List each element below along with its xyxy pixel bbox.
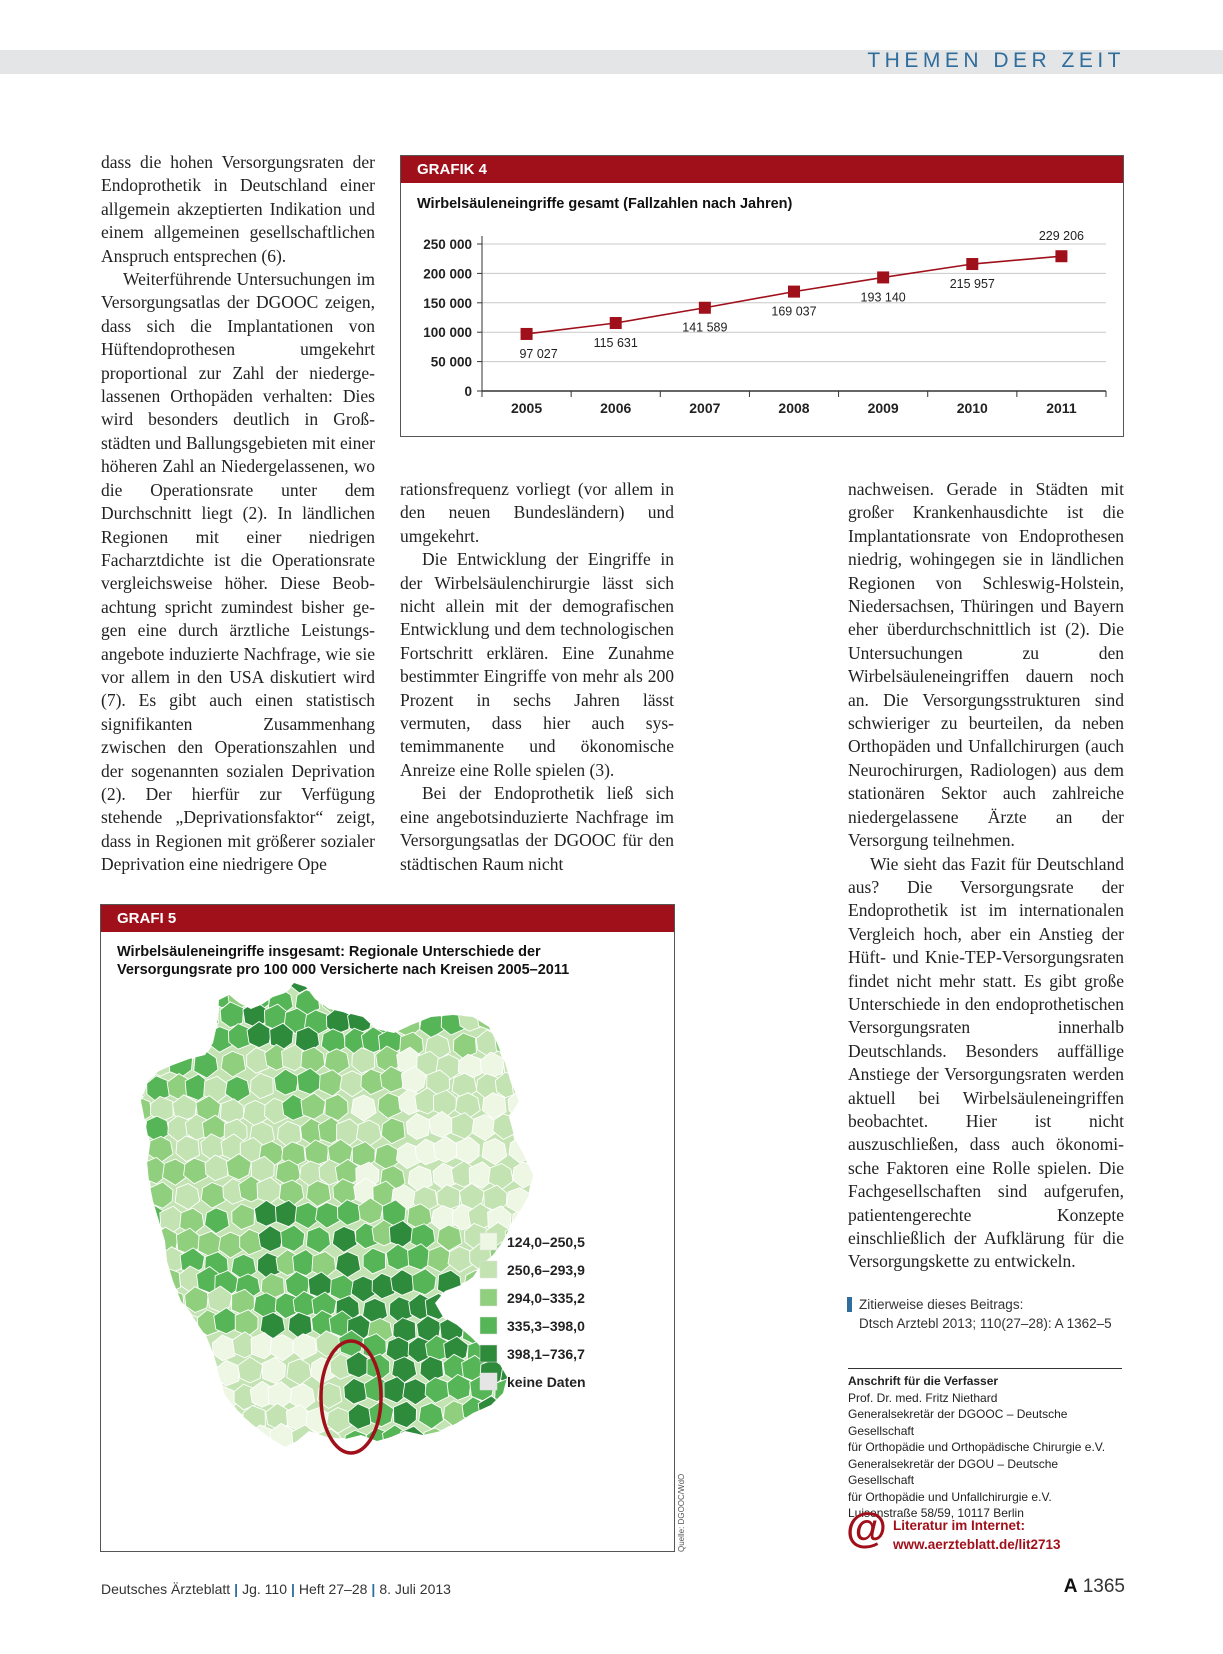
y-tick-label: 200 000 — [423, 266, 472, 282]
x-tick-label: 2009 — [867, 400, 899, 416]
district — [188, 1418, 213, 1444]
district — [304, 1444, 328, 1470]
district — [193, 963, 217, 989]
y-tick-label: 250 000 — [423, 237, 472, 252]
district — [402, 987, 427, 1013]
district — [194, 1364, 219, 1390]
legend-swatch — [480, 1261, 497, 1278]
district — [136, 1401, 160, 1427]
germany-choropleth-map — [101, 905, 674, 1551]
district — [131, 1313, 155, 1339]
district — [114, 1422, 139, 1448]
data-label: 229 206 — [1038, 229, 1085, 244]
y-tick-label: 0 — [464, 384, 472, 399]
district — [419, 1449, 442, 1475]
district — [125, 1134, 148, 1160]
district — [513, 1030, 536, 1056]
x-tick-label: 2007 — [689, 400, 721, 416]
district — [192, 1440, 217, 1466]
district — [169, 1004, 194, 1030]
district — [527, 1006, 552, 1032]
legend-swatch — [480, 1289, 497, 1306]
district-cells — [114, 956, 555, 1478]
district — [499, 1399, 522, 1425]
paragraph: rationsfrequenz vorliegt (vor allem in den neuen Bundesländern) und umgekehrt. — [400, 479, 674, 546]
district — [524, 1401, 549, 1427]
district — [121, 1249, 146, 1275]
district — [209, 1422, 232, 1448]
text-column-1 — [101, 151, 375, 877]
paragraph: nachweisen. Gerade in Städten mit großer Krankenhausdichte ist die Implantationsrate von Endoprothesen niedrig, wohingegen sie in ländlichen Regionen von Schleswig-Holstein, Niedersachsen, Thüringen und Bayern eher überdurchschnittlich ist (2). Die Untersuchungen zu den Wirbelsäuleneingriffen dauern noch an. Die Versorgungsstrukturen sind schwieriger zu beurteilen, da neben Orthopäden und Unfallchirurgen (auch Neurochirurgen, Radiologen) aus dem stationären Sektor auch zahlreiche niedergelassene Ärzte an der Versorgung teilnehmen. — [848, 479, 1124, 851]
district — [348, 1007, 373, 1033]
district — [512, 1210, 537, 1236]
y-tick-label: 100 000 — [423, 325, 472, 341]
data-point — [699, 302, 711, 314]
legend-swatch — [480, 1317, 497, 1334]
data-point — [788, 286, 800, 298]
district — [191, 984, 215, 1010]
district — [132, 1446, 156, 1472]
footer — [101, 1581, 451, 1597]
citation-marker — [847, 1297, 852, 1312]
text-column-2 — [400, 478, 674, 876]
district — [369, 963, 393, 989]
district — [166, 1419, 190, 1445]
paragraph: Wie sieht das Fazit für Deutschland aus? Die Versorgungsrate der Endoprothetik ist im internationalen Vergleich hoch, aber ein Anstieg der Hüft- und Knie-TEP-Versorgungsraten findet nicht mehr statt. Es gibt große Unterschiede in den endoprothetischen Versorgungsraten innerhalb Deutschlands. Besonders auffällige Anstiege der Versorgungsraten werden aktuell bei Wirbelsäuleneingriffen beobachtet. Hier ist nicht auszuschließen, dass auch ökonomische Faktoren eine Rolle spielen. Die Fachgesellschaften sind aufgerufen, patientengerechte Konzepte einschließlich der Aufklärung für die Versorgungskette zu entwickeln. — [848, 853, 1124, 1272]
map-title: Wirbelsäuleneingriffe insgesamt: Regionale Unterschiede der Versorgungsrate pro 100 000 Versicherte nach Kreisen 2005–2011 — [117, 944, 570, 978]
district — [397, 962, 422, 988]
district — [149, 1002, 172, 1028]
address-line: für Orthopädie und Orthopädische Chirurgie e.V. — [848, 1440, 1106, 1454]
data-label: 115 631 — [593, 336, 638, 351]
district — [130, 1229, 153, 1255]
paragraph: Weiterführende Untersuchungen im Versorgungsatlas der DGOOC zeigen, dass sich die Implantationen von Hüftendoprothesen umgekehrt proportional zur Zahl der niedergelassenen Orthopäden verhalten: Dies wird besonders deutlich in Großstädten und Ballungsgebieten mit einer höheren Zahl an Niedergelassenen, wo die Operationsrate unter dem Durchschnitt liegt (2). In ländlichen Regionen mit einer niedrigen Facharztdichte ist die Operationsrate vergleichsweise höher. Diese Beobachtung spricht zumindest bisher gegen eine durch ärztliche Leistungsangebote induzierte Nachfrage, wie sie vor allem in den USA diskutiert wird (7). Es gibt auch einen statistisch signifikanten Zusammenhang zwischen den Operationszahlen und der sogenannten sozialen Deprivation (2). Der hierfür zur Verfügung stehende „Deprivationsfaktor“ zeigt, dass in Regionen mit größerer sozialer Deprivation eine niedrigere Ope — [101, 269, 375, 875]
district — [516, 1422, 540, 1448]
page-value: 1365 — [1082, 1576, 1125, 1597]
district — [527, 961, 550, 987]
x-tick-label: 2011 — [1046, 400, 1077, 416]
district — [138, 1379, 162, 1405]
district — [242, 1445, 267, 1471]
data-point — [610, 317, 622, 329]
district — [120, 1113, 143, 1139]
citation-label: Zitierweise dieses Beitrags: — [859, 1297, 1024, 1312]
address-line: Generalsekretär der DGOOC – Deutsche Gesellschaft — [848, 1407, 1068, 1438]
district — [240, 966, 263, 992]
address-line: für Orthopädie und Unfallchirurgie e.V. — [848, 1489, 1052, 1504]
data-label: 97 027 — [519, 346, 558, 361]
district — [308, 964, 332, 990]
district — [191, 1403, 214, 1429]
district — [265, 968, 290, 994]
district — [143, 1248, 166, 1274]
district — [142, 1025, 167, 1051]
district — [529, 1091, 554, 1117]
x-tick-label: 2005 — [510, 400, 543, 416]
x-tick-label: 2006 — [600, 400, 632, 416]
district — [215, 963, 240, 989]
journal-date: 8. Juli 2013 — [379, 1581, 451, 1597]
literature-url[interactable]: www.aerzteblatt.de/lit2713 — [893, 1537, 1061, 1552]
map-source: Quelle: DGOOC/WdO — [677, 1473, 686, 1552]
address-line: Luisenstraße 58/59, 10117 Berlin — [848, 1506, 1024, 1520]
district — [161, 1380, 185, 1406]
district — [136, 1338, 160, 1364]
text-column-3 — [848, 478, 1124, 1274]
district — [114, 978, 138, 1004]
district — [132, 1053, 155, 1079]
x-tick-label: 2008 — [778, 400, 810, 416]
district — [126, 1182, 151, 1208]
district — [172, 1442, 196, 1468]
legend-swatch — [480, 1373, 497, 1390]
district — [426, 984, 449, 1010]
page-number — [1064, 1576, 1125, 1598]
district — [229, 1425, 254, 1451]
district — [324, 961, 349, 987]
data-point — [521, 328, 533, 340]
legend-label: 250,6–293,9 — [507, 1262, 585, 1278]
data-point — [877, 271, 889, 283]
district — [173, 1363, 197, 1389]
district — [129, 1269, 154, 1295]
data-label: 193 140 — [860, 290, 906, 305]
author-address — [848, 1368, 1122, 1522]
district — [131, 1001, 156, 1027]
footer-separator: | — [290, 1581, 295, 1597]
citation — [847, 1295, 1112, 1333]
district — [374, 1449, 397, 1475]
district — [397, 1447, 422, 1473]
district — [343, 985, 368, 1011]
data-point — [966, 258, 978, 270]
district — [500, 1445, 525, 1471]
legend-label: 294,0–335,2 — [507, 1290, 585, 1306]
district — [138, 981, 161, 1007]
district — [362, 986, 386, 1012]
district — [161, 1290, 185, 1316]
district — [516, 983, 541, 1009]
legend-swatch — [480, 1345, 497, 1362]
district — [477, 959, 501, 985]
chart-title: Wirbelsäuleneingriffe gesamt (Fallzahlen nach Jahren) — [417, 196, 793, 212]
district — [153, 1445, 177, 1471]
district — [450, 980, 475, 1006]
address-line: Prof. Dr. med. Fritz Niethard — [848, 1390, 998, 1405]
district — [473, 979, 497, 1005]
district — [458, 956, 482, 982]
district — [159, 1340, 183, 1366]
district — [439, 1452, 464, 1478]
citation-ref: Dtsch Arztebl 2013; 110(27–28): A 1362–5 — [859, 1316, 1112, 1331]
district — [528, 1054, 551, 1080]
district — [495, 1029, 520, 1055]
district — [153, 965, 178, 991]
literature-label: Literatur im Internet: — [893, 1518, 1026, 1533]
grafik-4-label: GRAFIK 4 — [401, 156, 1123, 183]
district — [155, 1315, 180, 1341]
data-label: 169 037 — [771, 304, 817, 319]
district — [500, 961, 525, 987]
district — [155, 1399, 179, 1425]
paragraph: Bei der Endoprothetik ließ sich eine angebotsinduzierte Nachfrage im Versorgungsatlas der DGOOC für den städtischen Raum nicht — [400, 783, 674, 874]
district — [345, 962, 368, 988]
journal-name: Deutsches Ärzteblatt — [101, 1581, 231, 1597]
district — [422, 1428, 447, 1454]
district — [496, 981, 519, 1007]
district — [140, 1422, 164, 1448]
grafik-4 — [400, 155, 1124, 437]
district — [134, 1359, 159, 1385]
district — [513, 1111, 537, 1137]
district — [500, 1005, 523, 1031]
grafik-5-label: GRAFI 5 — [101, 905, 674, 932]
district — [195, 1004, 219, 1030]
grafik-5 — [100, 904, 675, 1552]
district — [496, 1420, 521, 1446]
district — [120, 1078, 145, 1104]
district — [529, 1187, 553, 1213]
district — [165, 984, 190, 1010]
legend-label: 124,0–250,5 — [507, 1234, 585, 1250]
district — [154, 1360, 178, 1386]
district — [132, 962, 156, 988]
data-label: 141 589 — [682, 320, 728, 335]
legend-label: 335,3–398,0 — [507, 1318, 585, 1334]
journal-volume: Jg. 110 — [242, 1581, 287, 1597]
x-tick-label: 2010 — [956, 400, 988, 416]
district — [287, 1442, 311, 1468]
paragraph: dass die hohen Versorgungsraten der Endoprothetik in Deutschland einer allgemein akzeptierten Indikation und einem allgemeinen gesellschaftlichen Anspruch entsprechen (6). — [101, 152, 375, 266]
journal-issue: Heft 27–28 — [298, 1581, 368, 1597]
district — [449, 1426, 473, 1452]
district — [458, 1006, 482, 1032]
district — [118, 1289, 141, 1315]
district — [186, 1384, 210, 1410]
y-tick-label: 50 000 — [430, 354, 472, 370]
district — [441, 956, 466, 982]
data-point — [1055, 250, 1067, 262]
district — [460, 1451, 484, 1477]
district — [171, 1399, 196, 1425]
district — [525, 1446, 548, 1472]
district — [122, 1157, 147, 1183]
legend-label: keine Daten — [507, 1374, 586, 1390]
address-line: Generalsekretär der DGOU – Deutsche Gesellschaft — [848, 1456, 1059, 1487]
y-tick-label: 150 000 — [423, 295, 472, 311]
section-title: THEMEN DER ZEIT — [867, 49, 1125, 72]
district — [423, 959, 446, 985]
district — [475, 1421, 499, 1447]
footer-separator: | — [371, 1581, 376, 1597]
legend-swatch — [480, 1233, 497, 1250]
district — [118, 1381, 141, 1407]
district — [119, 1028, 143, 1054]
page-prefix: A — [1063, 1576, 1078, 1597]
district — [148, 1050, 173, 1076]
district — [126, 1208, 149, 1234]
district — [186, 1339, 210, 1365]
district — [480, 1447, 504, 1473]
district — [380, 988, 404, 1014]
legend-label: 398,1–736,7 — [507, 1346, 585, 1362]
district — [532, 1134, 555, 1160]
district — [118, 1337, 143, 1363]
paragraph: Die Entwicklung der Eingriffe in der Wirbelsäulenchirurgie lässt sich nicht allein mit der demografischen Entwicklung und dem technologischen Fortschritt erklären. Eine Zunahme bestimmter Eingriffe von mehr als 200 Prozent in sechs Jahren lässt vermuten, dass hier auch systemimmanente und ökonomische Anreize eine Rolle spielen (3). — [400, 549, 674, 780]
line-chart — [401, 156, 1123, 436]
data-label: 215 957 — [949, 277, 995, 292]
district — [216, 1442, 239, 1468]
district — [165, 1026, 188, 1052]
footer-separator: | — [234, 1581, 239, 1597]
district — [444, 1295, 468, 1321]
district — [137, 1291, 162, 1317]
at-icon: @ — [846, 1504, 887, 1551]
district — [268, 1444, 291, 1470]
address-heading: Anschrift für die Verfasser — [848, 1374, 999, 1388]
district — [174, 964, 197, 990]
